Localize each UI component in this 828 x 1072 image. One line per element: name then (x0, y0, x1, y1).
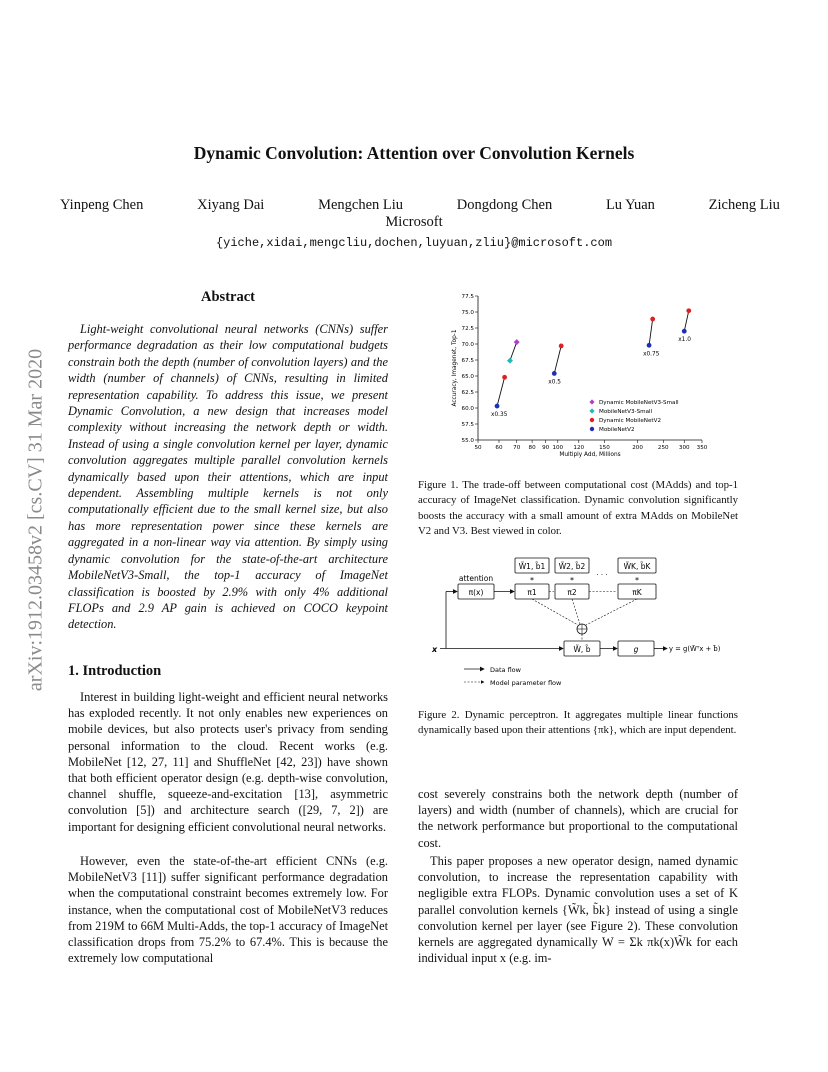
data-point (647, 343, 652, 348)
x-axis-label: Multiply Add, Millions (559, 452, 621, 458)
x-tick-label: 350 (696, 445, 708, 451)
x-tick-label: 250 (657, 445, 669, 451)
y-tick-label: 65.0 (461, 374, 474, 380)
x-tick-label: 80 (528, 445, 536, 451)
legend-data-flow: Data flow (490, 666, 521, 674)
data-point (514, 339, 520, 345)
x-tick-label: 70 (513, 445, 521, 451)
x-tick-label: 100 (552, 445, 564, 451)
x-tick-label: 50 (474, 445, 482, 451)
data-point (552, 371, 557, 376)
arxiv-identifier[interactable]: arXiv:1912.03458v2 [cs.CV] 31 Mar 2020 (24, 348, 47, 692)
kernel-k-label: W̃K, b̃K (623, 562, 651, 571)
kernel-ellipsis: · · · (596, 571, 608, 579)
section-heading-introduction: 1. Introduction (68, 663, 162, 679)
legend-label: Dynamic MobileNetV2 (599, 418, 662, 424)
y-tick-label: 77.5 (461, 294, 474, 300)
connector-line (497, 377, 505, 406)
author-emails: {yiche,xidai,mengcliu,dochen,luyuan,zliu}@microsoft.com (215, 236, 613, 250)
y-tick-label: 60.0 (461, 406, 474, 412)
intro-paragraph-4: This paper proposes a new operator design, named dynamic convolution, to increase the representation capability with negligible extra FLOPs. Dynamic convolution uses a set of K parallel convolution kernels {W̃k, b̃k} instead of using a single convolution kernel per layer (see Figure 2). These convolution kernels are aggregated dynamically W = Σk πk(x)W̃k for each individual input x (e.g. im- (418, 854, 738, 966)
author-list (60, 197, 780, 214)
legend-marker (589, 399, 594, 404)
y-tick-label: 67.5 (461, 358, 474, 364)
x-tick-label: 200 (632, 445, 643, 451)
connector-line (649, 319, 653, 345)
data-point (502, 375, 507, 380)
data-point (495, 404, 500, 409)
legend-marker (589, 408, 594, 413)
point-annotation: x0.35 (491, 412, 508, 419)
attention-label: attention (458, 574, 494, 583)
legend-label: MobileNetV3-Small (599, 409, 653, 415)
intro-paragraph-1: Interest in building light-weight and efficient neural networks has exploded recently. It not only enables new experiences on mobile devices, but also protects user's privacy from sending personal information to the cloud. Recent works (e.g. MobileNet [12, 27, 11] and ShuffleNet [42, 23]) have shown that both efficient operator design (e.g. depth-wise convolution, channel shuffle, squeeze-and-excitation [13], asymmetric convolution [5]) and architecture search ([29, 7, 2]) are important for designing efficient convolutional neural networks. (68, 690, 388, 834)
y-tick-label: 55.0 (461, 438, 474, 444)
paper-title: Dynamic Convolution: Attention over Convolution Kernels (193, 143, 635, 163)
y-tick-label: 70.0 (461, 342, 474, 348)
connector-line (684, 311, 689, 331)
data-point (686, 308, 691, 313)
y-tick-label: 72.5 (461, 326, 474, 332)
point-annotation: x0.75 (643, 351, 660, 358)
connector-line (510, 342, 517, 361)
y-tick-label: 57.5 (461, 422, 474, 428)
figure-2-diagram (420, 555, 740, 690)
y-axis-label: Accuracy, Imagenet, Top-1 (452, 329, 458, 407)
author-name: Dongdong Chen (456, 197, 553, 213)
author-name: Mengchen Liu (318, 197, 404, 213)
kernel-box-1 (515, 558, 549, 573)
affiliation: Microsoft (385, 214, 443, 230)
intro-paragraph-3: cost severely constrains both the network depth (number of layers) and width (number of channels), which are crucial for the network performance but proportional to the computational cost. (418, 787, 738, 850)
x-tick-label: 60 (495, 445, 503, 451)
legend-label: Dynamic MobileNetV3-Small (599, 400, 679, 406)
pi-k-label: πK (632, 588, 642, 597)
y-tick-label: 75.0 (461, 310, 474, 316)
author-name: Lu Yuan (605, 197, 655, 213)
figure-1-chart (432, 288, 722, 463)
legend-marker (590, 427, 594, 431)
data-point (507, 358, 513, 364)
y-tick-label: 62.5 (461, 390, 474, 396)
x-tick-label: 300 (678, 445, 690, 451)
pi-2-label: π2 (567, 588, 577, 597)
connector-line (554, 346, 561, 374)
multiply-symbol: * (635, 576, 639, 585)
data-point (559, 344, 564, 349)
x-tick-label: 120 (573, 445, 585, 451)
point-annotation: x1.0 (678, 337, 691, 344)
kernel-2-label: W̃2, b̃2 (558, 562, 586, 571)
x-tick-label: 90 (542, 445, 550, 451)
activation-label: g (633, 645, 639, 654)
legend-parameter-flow: Model parameter flow (490, 679, 562, 687)
legend-label: MobileNetV2 (599, 427, 635, 433)
kernel-box-2 (555, 558, 589, 573)
data-point (682, 329, 687, 334)
input-label: x (432, 645, 438, 654)
abstract-text: Light-weight convolutional neural networks (CNNs) suffer performance degradation as their low computational budgets constrain both the depth (number of convolution layers) and the width (number of channels) of CNNs, resulting in limited representation capability. To address this issue, we present Dynamic Convolution, a new design that increases model complexity without increasing the network depth or width. Instead of using a single convolution kernel per layer, dynamic convolution aggregates multiple parallel convolution kernels dynamically based upon their attentions, which are input dependent. Assembling multiple kernels is not only computationally efficient due to the small kernel size, but also has more representation power since these kernels are aggregated in a non-linear way via attention. By simply using dynamic convolution for the state-of-the-art architecture MobileNetV3-Small, the top-1 accuracy of ImageNet classification is boosted by 2.9% with only 4% additional FLOPs and 2.9 AP gain is achieved on COCO keypoint detection. (68, 322, 388, 632)
aggregated-kernel-label: W̃, b̃ (573, 645, 591, 654)
pi-1-label: π1 (527, 588, 537, 597)
intro-paragraph-2: However, even the state-of-the-art efficient CNNs (e.g. MobileNetV3 [11]) suffer significant performance degradation when the computational constraint becomes extremely low. For instance, when the computational cost of MobileNetV3 reduces from 219M to 66M Multi-Adds, the top-1 accuracy of ImageNet classification drops from 75.2% to 67.4%. This is because the extremely low computational (68, 854, 389, 966)
author-name: Xiyang Dai (197, 197, 265, 213)
figure-1-caption: Figure 1. The trade-off between computational cost (MAdds) and top-1 accuracy of ImageNet classification. Dynamic convolution significantly boosts the accuracy with a small amount of extra MAdds on MobileNet V2 and V3. Best viewed in color. (418, 479, 738, 537)
kernel-box-k (618, 558, 656, 573)
output-label: y = g(W̃ᵀx + b̃) (669, 645, 721, 653)
multiply-symbol: * (530, 576, 534, 585)
legend-marker (590, 418, 594, 422)
attention-function-label: π(x) (468, 588, 484, 597)
multiply-symbol: * (570, 576, 574, 585)
point-annotation: x0.5 (548, 379, 561, 386)
abstract-heading: Abstract (201, 289, 255, 305)
figure-2-caption: Figure 2. Dynamic perceptron. It aggregates multiple linear functions dynamically based upon their attentions {πk}, which are input dependent. (418, 709, 738, 737)
kernel-1-label: W̃1, b̃1 (518, 562, 546, 571)
author-name: Yinpeng Chen (60, 197, 144, 213)
author-name: Zicheng Liu (708, 197, 780, 213)
x-tick-label: 150 (599, 445, 610, 451)
data-point (650, 317, 655, 322)
